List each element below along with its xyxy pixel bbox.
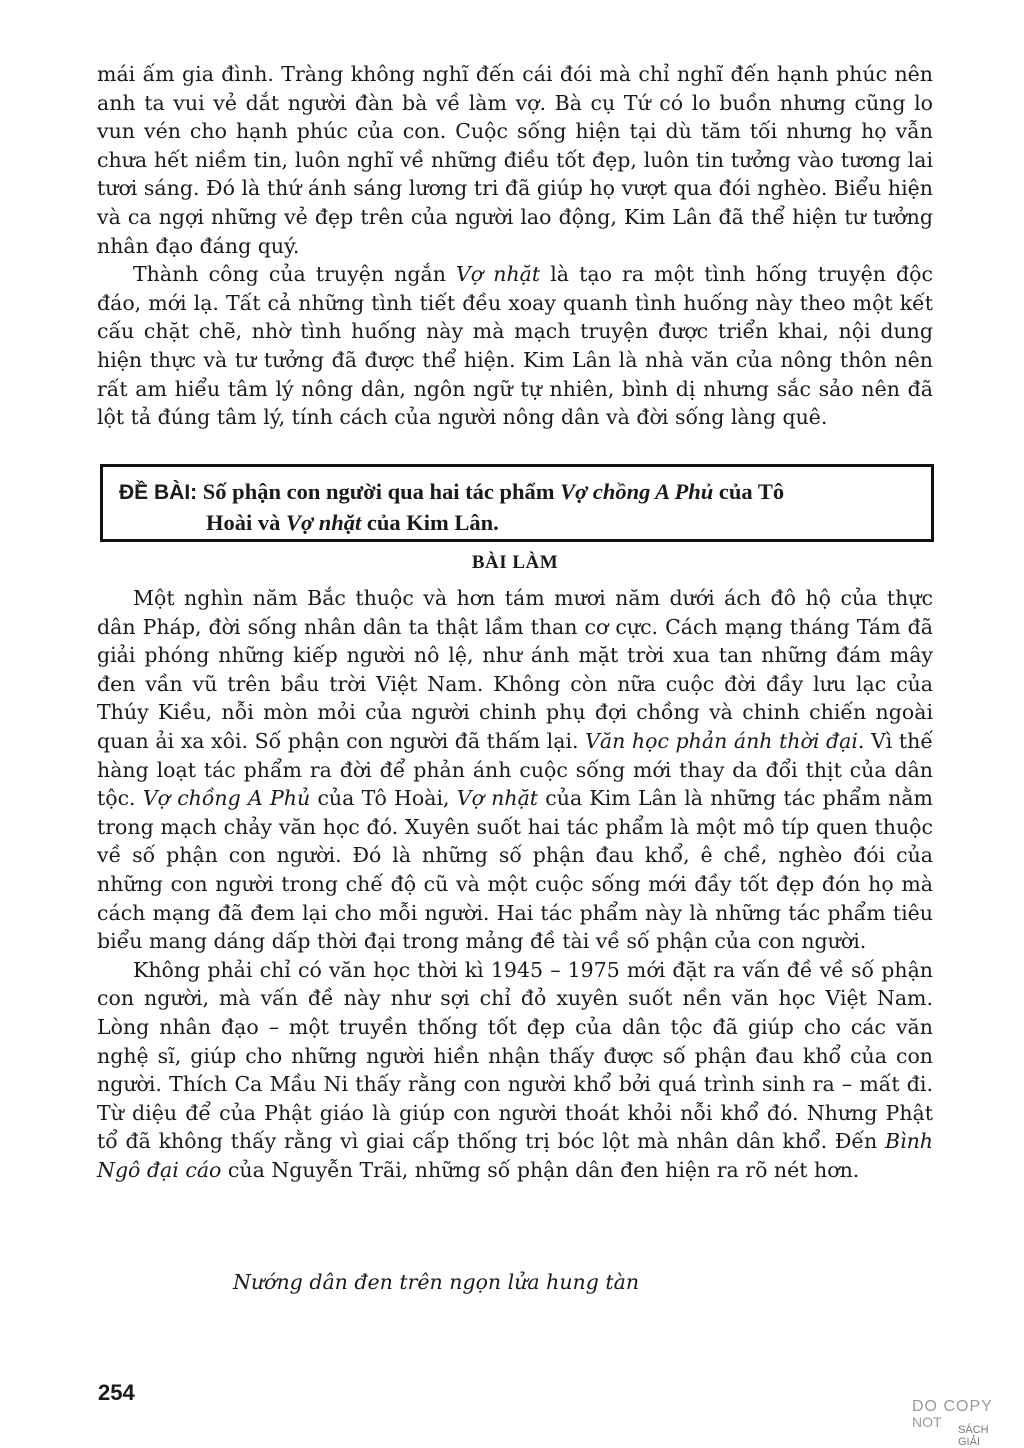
text-run: . Vì thế hàng loạt tác phẩm ra đời để phản ánh cuộc sống mới thay da đổi thịt của dân tộc.	[97, 728, 933, 811]
paragraph-success	[97, 260, 933, 432]
essay-heading: BÀI LÀM	[471, 552, 559, 573]
paragraph-continued: mái ấm gia đình. Tràng không nghĩ đến cái đói mà chỉ nghĩ đến hạnh phúc nên anh ta vui vẻ dắt người đàn bà về làm vợ. Bà cụ Tứ có lo buồn nhưng cũng lo vun vén cho hạnh phúc của con. Cuộc sống hiện tại dù tăm tối nhưng họ vẫn chưa hết niềm tin, luôn nghĩ về những điều tốt đẹp, luôn tin tưởng vào tương lai tươi sáng. Đó là thứ ánh sáng lương tri đã giúp họ vượt qua đói nghèo. Biểu hiện và ca ngợi những vẻ đẹp trên của người lao động, Kim Lân đã thể hiện tư tưởng nhân đạo đáng quý.	[97, 62, 933, 258]
watermark-stamp	[912, 1398, 1012, 1448]
stamp-text: SÁCH GIẢI	[958, 1424, 989, 1448]
work-title: Vợ chồng A Phủ	[142, 786, 311, 811]
quote: Văn học phản ánh thời đại	[585, 728, 858, 753]
stamp-text: DO COPY	[912, 1398, 993, 1415]
text-run: Thành công của truyện ngắn	[133, 262, 456, 287]
topic-line-2	[119, 508, 915, 538]
work-title: Vợ chồng A Phủ	[560, 479, 714, 504]
essay-paragraph-2	[97, 956, 933, 1185]
verse-line: Nướng dân đen trên ngọn lửa hung tàn	[233, 1270, 640, 1294]
topic-text: của Tô	[713, 479, 785, 504]
work-title: Vợ nhặt	[286, 510, 362, 535]
work-title: Bình Ngô đại cáo	[97, 1129, 933, 1182]
text-run: của Tô Hoài,	[310, 786, 457, 811]
topic-label: ĐỀ BÀI:	[119, 481, 198, 504]
intro-text	[97, 60, 933, 432]
essay-text	[97, 584, 933, 1184]
work-title: Vợ nhặt	[456, 786, 539, 811]
text-run: của Nguyễn Trãi, những số phận dân đen hiện ra rõ nét hơn.	[221, 1157, 860, 1182]
text-run: là tạo ra một tình hống truyện độc đáo, mới lạ. Tất cả những tình tiết đều xoay quanh tình huống này theo một kết cấu chặt chẽ, nhờ tình huống này mà mạch truyện được triển khai, nội dung hiện thực và tư tưởng đã được thể hiện. Kim Lân là nhà văn của nông thôn nên rất am hiểu tâm lý nông dân, ngôn ngữ tự nhiên, bình dị nhưng sắc sảo nên đã lột tả đúng tâm lý, tính cách của người nông dân và đời sống làng quê.	[97, 262, 933, 430]
work-title: Vợ nhặt	[456, 262, 541, 287]
essay-paragraph-1	[97, 584, 933, 956]
text-run: Không phải chỉ có văn học thời kì 1945 – 1975 mới đặt ra vấn đề về số phận con người, mà vấn đề này như sợi chỉ đỏ xuyên suốt nền văn học Việt Nam. Lòng nhân đạo – một truyền thống tốt đẹp của dân tộc đã giúp cho các văn nghệ sĩ, giúp cho những người hiền nhận thấy được số phận đau khổ của con người. Thích Ca Mầu Ni thấy rằng con người khổ bởi quá trình sinh ra – mất đi. Từ diệu để của Phật giáo là giúp con người thoát khỏi nỗi khổ đó. Nhưng Phật tổ đã không thấy rằng vì giai cấp thống trị bóc lột mà nhân dân khổ. Đến	[97, 957, 933, 1154]
stamp-text: NOT	[912, 1414, 942, 1430]
topic-box	[100, 464, 934, 542]
topic-text: của Kim Lân.	[361, 510, 499, 535]
topic-text: Hoài và	[206, 510, 287, 535]
page-number: 254	[98, 1380, 135, 1405]
topic-text: Số phận con người qua hai tác phẩm	[197, 479, 561, 504]
text-run: của Kim Lân là những tác phẩm nằm trong mạch chảy văn học đó. Xuyên suốt hai tác phẩm là một mô típ quen thuộc về số phận con người. Đó là những số phận đau khổ, ê chề, nghèo đói của những con người trong chế độ cũ và một cuộc sống mới đầy tốt đẹp đón họ mà cách mạng đã đem lại cho mỗi người. Hai tác phẩm này là những tác phẩm tiêu biểu mang dáng dấp thời đại trong mảng đề tài về số phận của con người.	[97, 786, 933, 954]
text-run: Một nghìn năm Bắc thuộc và hơn tám mươi năm dưới ách đô hộ của thực dân Pháp, đời sống nhân dân ta thật lầm than cơ cực. Cách mạng tháng Tám đã giải phóng những kiếp người nô lệ, như ánh mặt trời xua tan những đám mây đen vần vũ trên bầu trời Việt Nam. Không còn nữa cuộc đời đầy lưu lạc của Thúy Kiều, nỗi mòn mỏi của người chinh phụ đợi chồng và chinh chiến ngoài quan ải xa xôi. Số phận con người đã thấm lại.	[97, 586, 933, 753]
